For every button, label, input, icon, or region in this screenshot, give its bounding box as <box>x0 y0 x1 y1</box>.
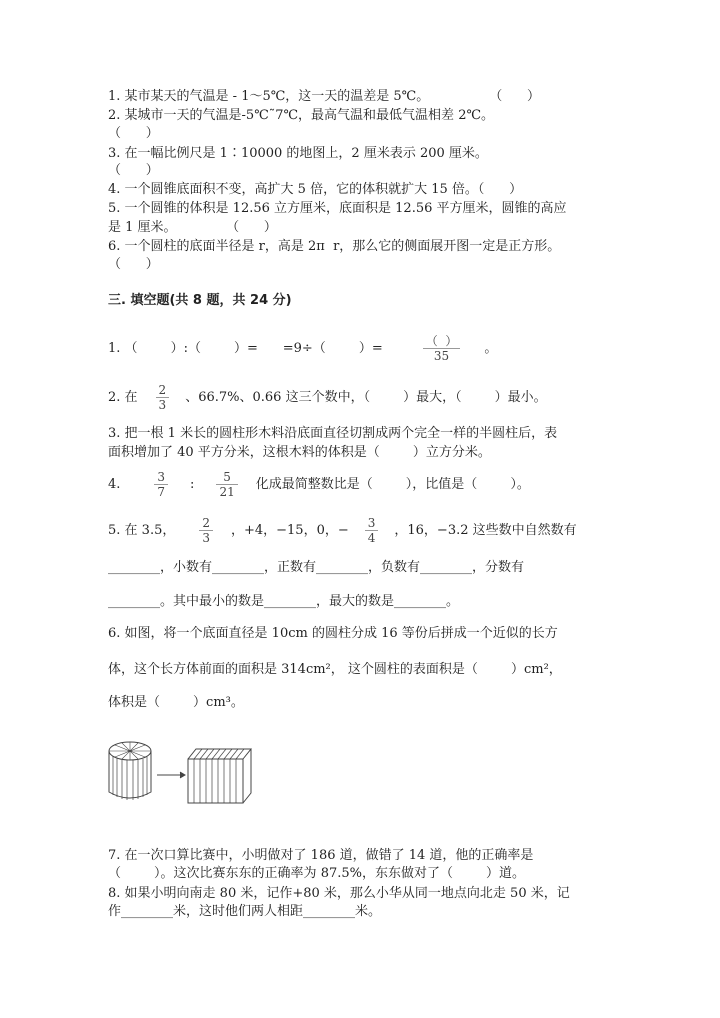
judge-q5: 5. 一个圆锥的体积是 12.56 立方厘米，底面积是 12.56 平方厘米，圆锥的高应 <box>108 201 567 216</box>
q-text: 1. 某市某天的气温是 - 1～5℃，这一天的温差是 5℃。 <box>108 89 430 104</box>
fill-q6-line2: 体，这个长方体前面的面积是 314cm²， 这个圆柱的表面积是（ ）cm²， <box>108 662 562 677</box>
fill-q5 <box>108 516 577 545</box>
fraction <box>365 516 379 545</box>
fraction <box>423 334 461 363</box>
fill-q8: 8. 如果小明向南走 80 米，记作+80 米，那么小华从同一地点向北走 50 米，记 <box>108 886 570 901</box>
judge-q6: 6. 一个圆柱的底面半径是 r，高是 2π r，那么它的侧面展开图一定是正方形。 <box>108 239 561 254</box>
cylinder-to-cuboid-figure <box>108 740 258 806</box>
q-text: ，16，−3.2 这些数中自然数有 <box>394 523 577 538</box>
fill-q7-line2: （ ）。这次比赛东东的正确率为 87.5%，东东做对了（ ）道。 <box>108 866 526 881</box>
q-text: 、66.7%、0.66 这三个数中，（ ）最大，（ ）最小。 <box>185 390 547 405</box>
denominator: 7 <box>157 485 166 499</box>
cuboid-icon <box>188 749 251 803</box>
q-text: 化成最简整数比是（ ），比值是（ ）。 <box>255 477 530 492</box>
numerator: （ ） <box>423 334 461 349</box>
fill-q4 <box>108 470 530 499</box>
judge-q2: 2. 某城市一天的气温是-5℃˜7℃，最高气温和最低气温相差 2℃。 <box>108 108 495 123</box>
arrow-icon <box>157 772 185 778</box>
denominator: 35 <box>433 349 450 363</box>
numerator: 2 <box>156 383 170 398</box>
denominator: 4 <box>367 531 376 545</box>
fill-q2 <box>108 383 547 412</box>
judge-q3: 3. 在一幅比例尺是 1∶10000 的地图上，2 厘米表示 200 厘米。 <box>108 146 488 161</box>
fill-q3: 3. 把一根 1 米长的圆柱形木料沿底面直径切割成两个完全一样的半圆柱后，表 <box>108 426 558 441</box>
q-text: 2. 在 <box>108 390 138 405</box>
q-text: 1. （ ）:（ ）= =9÷（ ）= <box>108 341 383 356</box>
numerator: 3 <box>365 516 379 531</box>
answer-paren[interactable]: （ ） <box>108 126 159 141</box>
q-text: ，+4，−15，0，− <box>230 523 349 538</box>
q-text: : <box>190 477 195 492</box>
fill-q8-line2: 作________米，这时他们两人相距________米。 <box>108 904 382 919</box>
fill-q3-line2: 面积增加了 40 平方分米，这根木料的体积是（ ）立方分米。 <box>108 445 491 460</box>
q-text: 5. 在 3.5， <box>108 523 176 538</box>
answer-paren[interactable]: （ ） <box>489 89 541 104</box>
fill-q6-line3: 体积是（ ）cm³。 <box>108 695 244 710</box>
section-title: 三. 填空题(共 8 题，共 24 分) <box>108 293 292 308</box>
answer-paren[interactable]: （ ） <box>108 257 159 272</box>
denominator: 3 <box>202 531 210 545</box>
numerator: 5 <box>216 470 237 485</box>
answer-paren[interactable]: （ ） <box>108 163 159 178</box>
fill-q6: 6. 如图，将一个底面直径是 10cm 的圆柱分成 16 等份后拼成一个近似的长方 <box>108 626 558 641</box>
judge-q5-line2: 是 1 厘米。 （ ） <box>108 220 277 235</box>
q-text: 4. <box>108 477 121 492</box>
judge-q1 <box>108 88 540 106</box>
fill-q1 <box>108 334 497 363</box>
fraction <box>156 383 170 412</box>
fill-q5-line3: ________。其中最小的数是________，最大的数是________。 <box>108 594 460 609</box>
cylinder-icon <box>109 742 151 800</box>
fraction <box>199 516 213 545</box>
denominator: 21 <box>219 485 235 499</box>
fraction <box>216 470 237 499</box>
judge-q4: 4. 一个圆锥底面积不变，高扩大 5 倍，它的体积就扩大 15 倍。（ ） <box>108 182 523 197</box>
denominator: 3 <box>158 398 167 412</box>
fill-q5-line2: ________，小数有________，正数有________，负数有________，分数有 <box>108 560 525 575</box>
numerator: 3 <box>154 470 168 485</box>
numerator: 2 <box>199 516 213 531</box>
fill-q7: 7. 在一次口算比赛中，小明做对了 186 道，做错了 14 道，他的正确率是 <box>108 848 534 863</box>
fraction <box>154 470 168 499</box>
q-text: 。 <box>484 341 498 356</box>
